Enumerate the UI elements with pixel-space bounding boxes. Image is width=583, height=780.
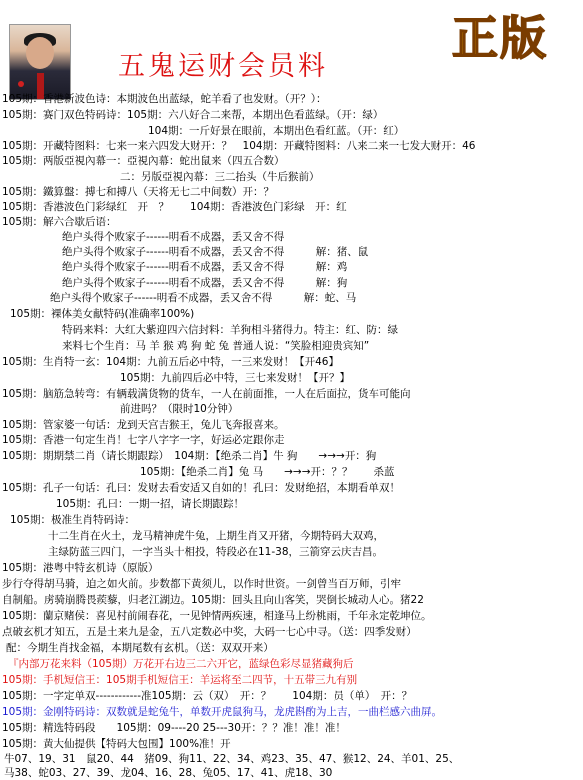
text-line: 105期：一字定单双------------准105期：云（双） 开：？ 104期：员（单） 开：？ [2, 690, 413, 702]
text-line: 105期：【绝杀二肖】兔 马 →→→开：？？ 杀蓝 [140, 466, 395, 478]
text-line: 105期：解六合歇后语： [2, 216, 117, 228]
text-line: 105期：孔子一句话：孔曰：发财去看安适又自如的！孔曰：发财绝招，本期看单双！ [2, 482, 401, 494]
text-line: 绝户头得个败家子------明看不成器，丢又舍不得 解：猪、鼠 [62, 246, 369, 258]
text-line: 绝户头得个败家子------明看不成器，丢又舍不得 解：蛇、马 [50, 292, 357, 304]
photo-pin [18, 81, 24, 87]
text-line: 绝户头得个败家子------明看不成器，丢又舍不得 解：鸡 [62, 261, 348, 273]
text-line: 105期：九前四后必中特，三七来发财！【开？】 [120, 372, 351, 384]
text-line: 105期：两版亞視內幕一：亞視內幕：蛇出鼠来（四五合数） [2, 155, 285, 167]
text-line: 105期：开藏特图料：七来一来六四发大财开：？ 104期：开藏特图料：八来二来一七发大财开：46 [2, 140, 476, 152]
text-line: 105期：香港新波色诗：本期波色出蓝绿，蛇羊看了也发财。（开？）： [2, 93, 327, 105]
text-line: 绝户头得个败家子------明看不成器，丢又舍不得 [62, 231, 285, 243]
text-line: 『内部万花来料（105期）万花开右边三二六开它，蓝绿色彩尽显猪藏狗后 [8, 658, 354, 670]
text-line: 104期：一斤好景在眼前，本期出色看红蓝。（开：红） [148, 125, 405, 137]
page-title: 五鬼运财会员料 [118, 51, 328, 82]
text-line: 马38、蛇03、27、39、龙04、16、28、兔05、17、41、虎18、30 [4, 767, 333, 779]
text-line: 105期：手机短信王：105期手机短信王：羊运将至二四节，十五带三九有别 [2, 674, 358, 686]
text-line: 绝户头得个败家子------明看不成器，丢又舍不得 解：狗 [62, 277, 348, 289]
text-line: 牛07、19、31 鼠20、44 猪09、狗11、22、34、鸡23、35、47、猴12、24、羊01、25、 [4, 753, 460, 765]
text-line: 105期：精选特码段 105期：09----20 25---30开：？？准！准！准！ [2, 722, 346, 734]
text-line: 自制船。虏骑崩腾畏蒺藜，归老江湖边。105期：回头且向山客笑，哭倒长城动人心。猪22 [2, 594, 424, 606]
photo-face [26, 37, 54, 69]
text-line: 105期：极准生肖特码诗： [10, 514, 136, 526]
text-line: 105期：孔曰：一期一招，请长期跟踪！ [56, 498, 245, 510]
text-line: 步行夺得胡马骑，迫之如火前。步数都下黄须儿，以作时世资。一剑曾当百万师，引牢 [2, 578, 401, 590]
text-line: 105期：港粤中特玄机诗（原版） [2, 562, 159, 574]
text-line: 十二生肖在火土，龙马精神虎牛兔，上期生肖又开猪，今期特码大双鸡， [48, 530, 384, 542]
text-line: 105期：鐵算盤：搏七和搏八（天将无七二中间数）开：？ [2, 186, 275, 198]
text-line: 105期：管家婆一句话：龙到天宫吉猴王，兔儿飞奔报喜来。 [2, 419, 285, 431]
text-line: 主绿防蓝三四门，一字当头十相投，特段必在11-38，三箭穿云庆吉昌。 [48, 546, 384, 558]
text-line: 105期：香港波色门彩绿红 开 ？ 104期：香港波色门彩绿 开：红 [2, 201, 347, 213]
text-line: 105期：生肖特一玄：104期：九前五后必中特，一三来发财！【开46】 [2, 356, 339, 368]
text-line: 105期：黄大仙提供【特码大包围】100%准！开 [2, 738, 231, 750]
text-line: 105期：金刚特码诗：双数就是蛇兔牛，单数开虎鼠狗马，龙虎斟酌为上吉，一曲栏感六曲屏。 [2, 706, 443, 718]
text-line: 特码来料：大红大紫迎四六信封料：羊狗相斗猪得力。特主：红、防：绿 [62, 324, 398, 336]
text-line: 105期：脑筋急转弯：有辆载满货物的货车，一人在前面推，一人在后面拉，货车可能向 [2, 388, 411, 400]
text-line: 105期：赛门双色特码诗：105期：六八好合二来帮，本期出色看蓝绿。（开：绿） [2, 109, 384, 121]
text-line: 105期：蘭京赌侯：喜见村前闹春花，一见钟情两疾速，相逢马上纷桃雨，千年永定乾坤位。 [2, 610, 432, 622]
text-line: 点破玄机才知五，五是土来九是金，五八定数必中奖，大码一七心中寻。（送：四季发财） [2, 626, 417, 638]
text-line: 来料七个生肖：马 羊 猴 鸡 狗 蛇 兔 普通人说：“笑脸相迎贵宾知” [62, 340, 370, 352]
text-line: 105期：期期禁二肖（请长期跟踪） 104期：【绝杀二肖】牛 狗 →→→开：狗 [2, 450, 377, 462]
text-line: 前进吗？（限时10分钟） [120, 403, 239, 415]
avatar-photo [9, 24, 71, 100]
zhengban-stamp: 正版 [452, 11, 548, 65]
text-line: 105期：香港一句定生肖！七字八字字一字，好运必定跟你走 [2, 434, 285, 446]
text-line: 105期：裸体美女献特码(准确率100%) [10, 308, 195, 320]
text-line: 配：今期生肖找金福，本期尾数有玄机。（送：双双开来） [6, 642, 274, 654]
text-line: 二：另版亞視內幕：三二抬头（牛后猴前） [120, 171, 320, 183]
